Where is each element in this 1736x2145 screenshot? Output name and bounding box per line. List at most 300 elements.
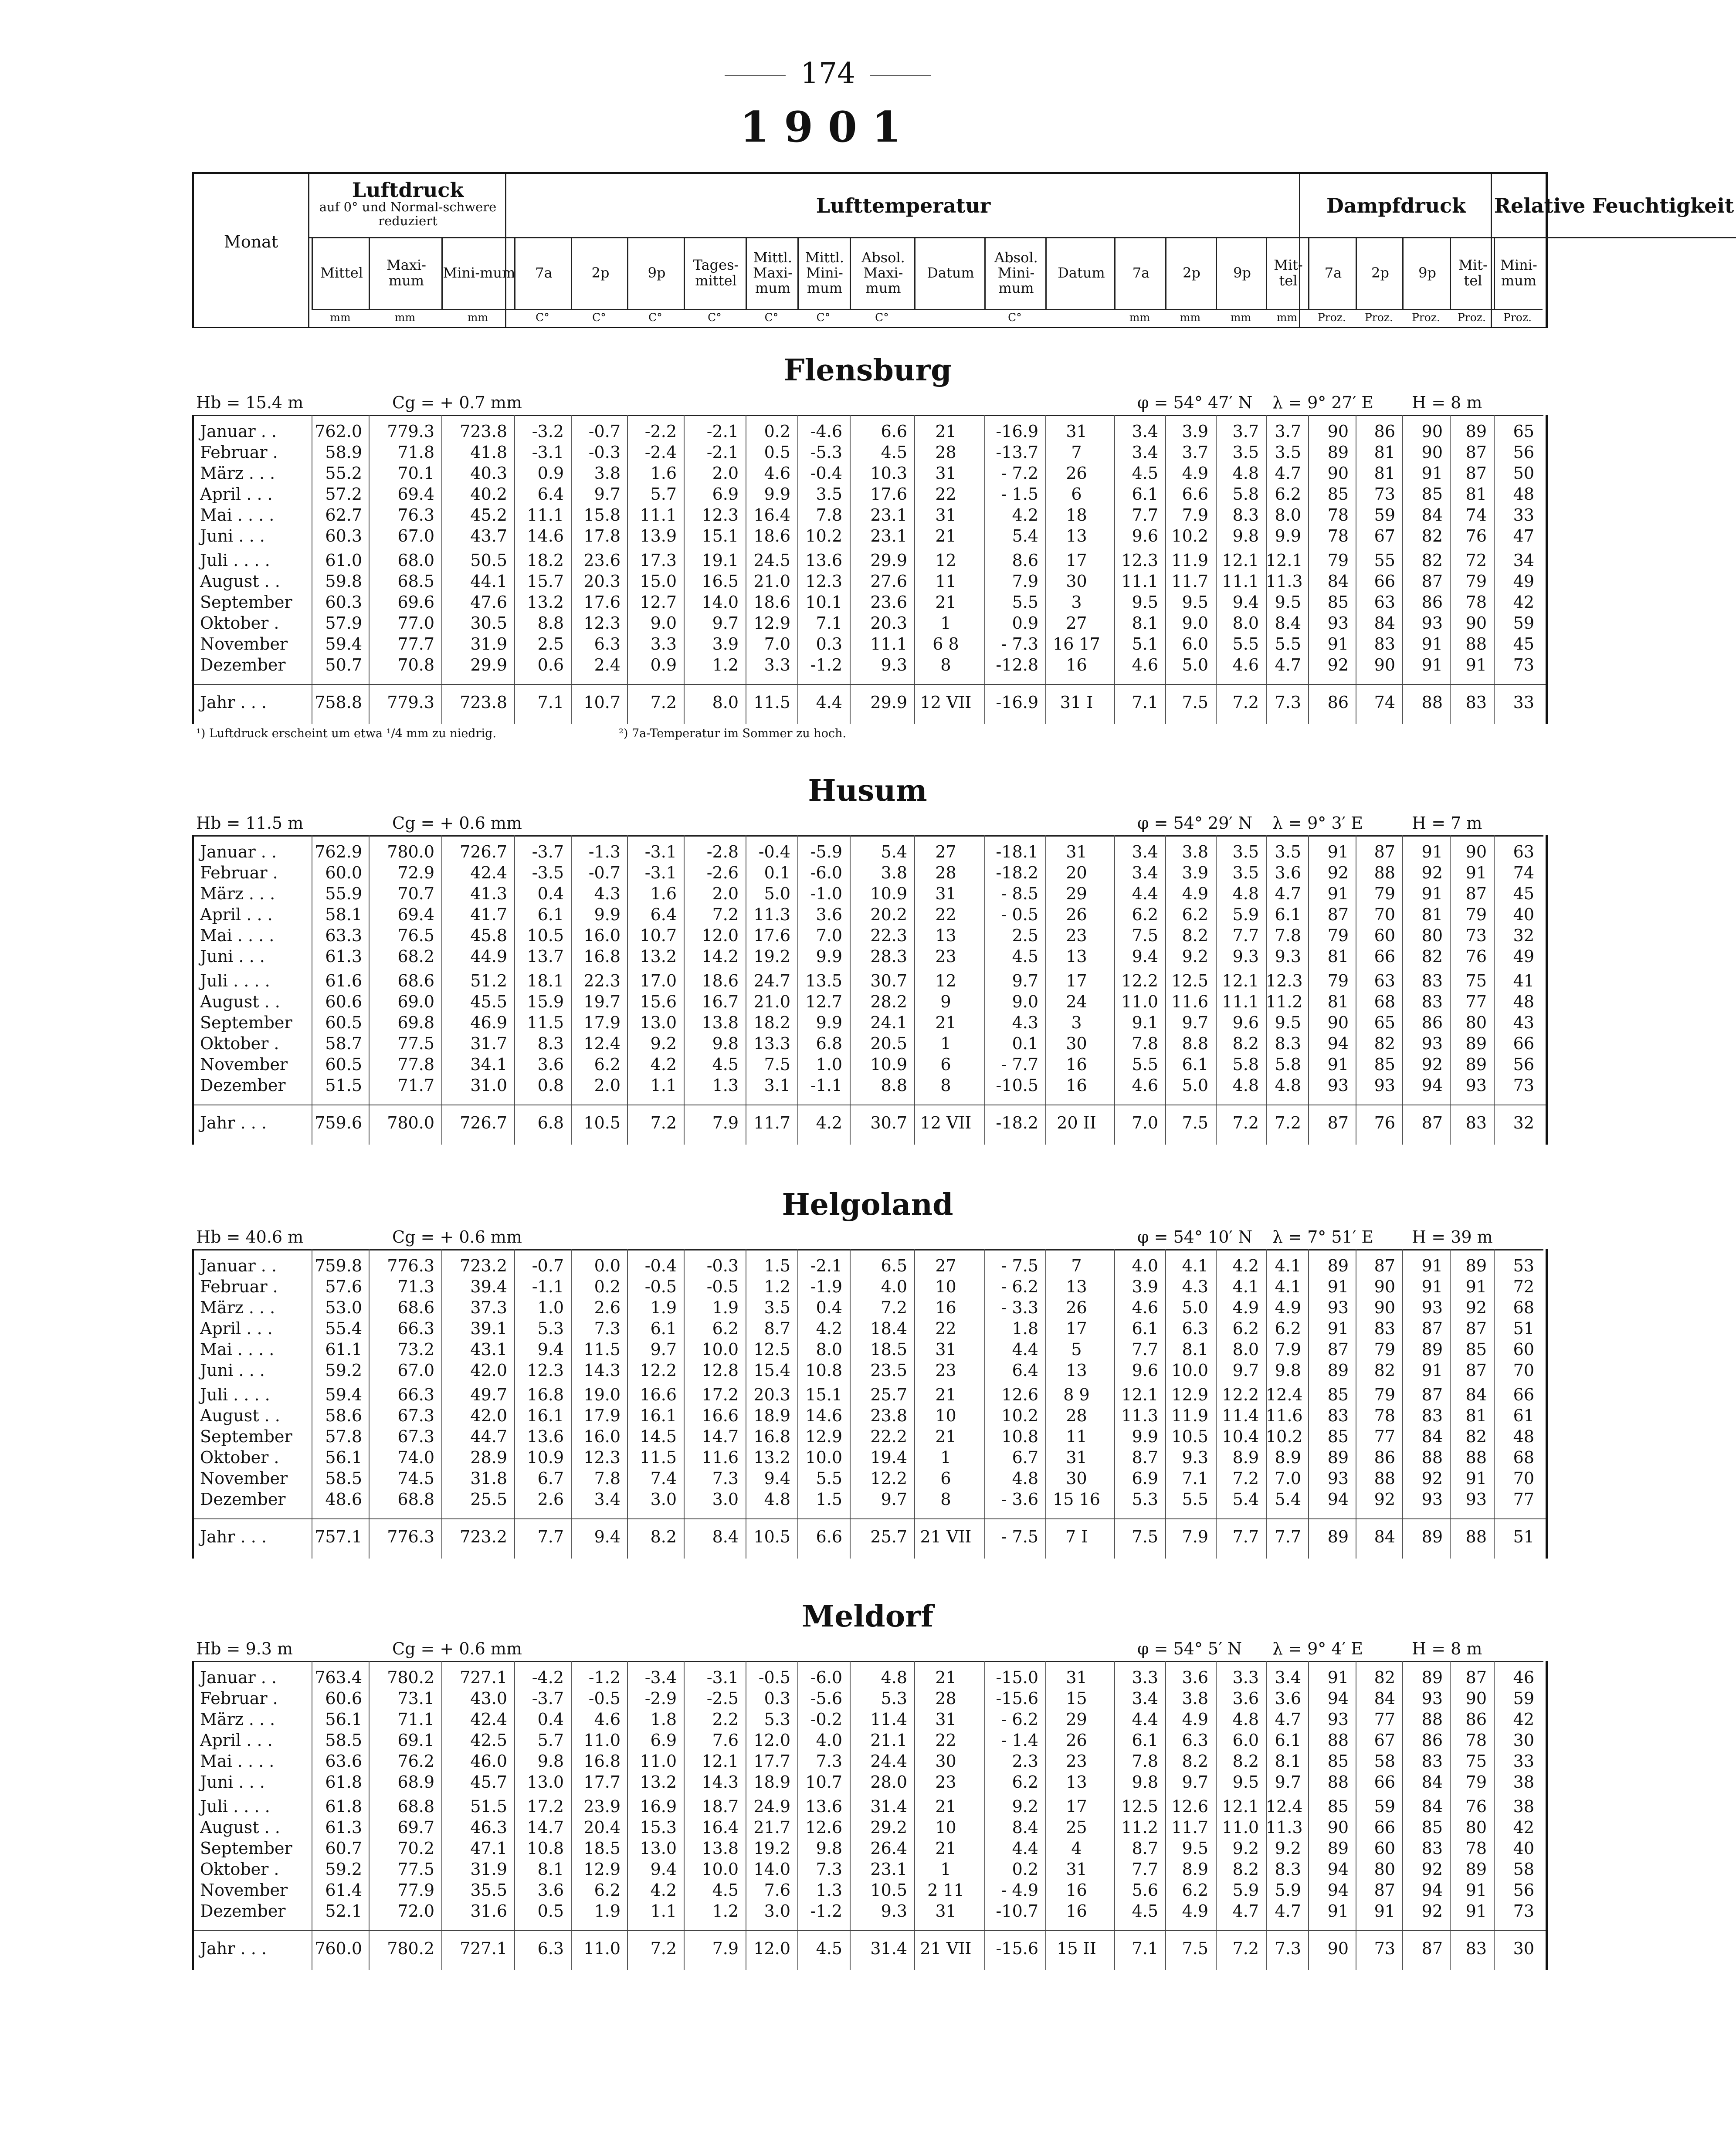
dampfdruck-title: Dampfdruck [1326,194,1466,217]
value-cell: 77.8 [397,1055,434,1074]
value-cell: 6.6 [1182,485,1208,504]
value-cell: - 7.3 [1001,634,1038,654]
luftdruck-title-box [309,174,506,238]
value-cell: 19.7 [583,992,620,1011]
table-row [194,991,1546,1012]
value-cell: 9.8 [1232,526,1259,546]
value-cell: 11.5 [527,1013,564,1032]
value-cell: 16 [1066,1901,1087,1921]
value-cell: 61.8 [325,1772,362,1792]
value-cell: 85 [1327,1752,1349,1771]
value-cell: 4.7 [1275,464,1301,483]
value-cell: -3.7 [532,842,564,861]
value-cell: 87 [1465,464,1487,483]
value-cell: 59 [1513,613,1534,633]
value-cell: 17.6 [583,593,620,612]
value-cell: 6.1 [1275,905,1301,924]
value-cell: 24.5 [753,551,790,570]
value-cell: 11.0 [583,1939,620,1958]
feuchtigkeit-title: Relative Feuchtigkeit [1494,194,1734,217]
value-cell: 67 [1374,1731,1395,1750]
value-cell: 43.7 [470,526,507,546]
value-cell: 762.9 [315,842,362,861]
value-cell: 80 [1421,926,1443,945]
value-cell: 55.4 [325,1319,362,1338]
value-cell: 9.7 [650,1340,677,1359]
value-cell: 61.8 [325,1797,362,1816]
value-cell: - 8.5 [1001,884,1038,903]
value-cell: 21 [935,1839,956,1858]
value-cell: 11.1 [1222,992,1259,1011]
coord-phi: φ = 54° 10′ N [1137,1227,1253,1247]
value-cell: - 3.3 [1001,1298,1038,1317]
value-cell: 5.0 [1182,1298,1208,1317]
value-cell: 46.9 [470,1013,507,1032]
value-cell: 87 [1465,443,1487,462]
value-cell: 77.7 [397,634,434,654]
station-table [192,835,1548,1145]
value-cell: 73 [1374,485,1395,504]
value-cell: 12.4 [583,1034,620,1053]
value-cell: 7.3 [712,1469,739,1488]
value-cell: 4.7 [1275,655,1301,674]
value-cell: 17.0 [640,971,677,990]
month-label: Oktober . [200,613,279,633]
table-row [194,571,1546,592]
value-cell: 17.6 [753,926,790,945]
value-cell: 87 [1421,1113,1443,1132]
station-table [192,1661,1548,1970]
value-cell: 25 [1066,1818,1087,1837]
value-cell: 11 [935,572,956,591]
value-cell: 10.0 [702,1340,739,1359]
value-cell: 9.3 [881,1901,907,1921]
value-cell: 4.3 [594,884,620,903]
value-cell: 88 [1374,863,1395,882]
value-cell: 83 [1374,634,1395,654]
value-cell: 6.2 [1012,1772,1038,1792]
value-cell: 16.9 [640,1797,677,1816]
value-cell: - 7.7 [1001,1055,1038,1074]
value-cell: 93 [1327,1076,1349,1095]
value-cell: 73.1 [397,1689,434,1708]
value-cell: 9.3 [881,655,907,674]
value-cell: 14.7 [702,1427,739,1446]
value-cell: 83 [1421,1752,1443,1771]
value-cell: -10.5 [996,1076,1038,1095]
value-cell: 87 [1374,842,1395,861]
value-cell: 7.2 [1232,1113,1259,1132]
value-cell: 52.1 [325,1901,362,1921]
header-unit-14: mm [1129,311,1150,324]
value-cell: 89 [1465,1055,1487,1074]
value-cell: 11.0 [1222,1818,1259,1837]
value-cell: 7.5 [1182,693,1208,712]
value-cell: 3.6 [1232,1689,1259,1708]
value-cell: 12.7 [640,593,677,612]
value-cell: 12.1 [1121,1385,1158,1404]
table-row [194,1075,1546,1096]
month-label: Jahr . . . [200,1939,267,1958]
value-cell: -10.7 [996,1901,1038,1921]
value-cell: 20.3 [870,613,907,633]
value-cell: 23 [1066,926,1087,945]
value-cell: 83 [1421,971,1443,990]
value-cell: 11.3 [753,905,790,924]
value-cell: 91 [1327,634,1349,654]
month-label: Mai . . . . [200,505,275,525]
value-cell: 83 [1465,1939,1487,1958]
value-cell: 31 [1066,422,1087,441]
value-cell: 42 [1513,593,1534,612]
value-cell: 23.1 [870,1860,907,1879]
value-cell: 30 [1066,1034,1087,1053]
value-cell: 50.7 [325,655,362,674]
value-cell: 79 [1465,572,1487,591]
month-label: Mai . . . . [200,1340,275,1359]
value-cell: 15 [1066,1689,1087,1708]
value-cell: 60.3 [325,593,362,612]
value-cell: 16 17 [1053,634,1100,654]
value-cell: 14.7 [527,1818,564,1837]
value-cell: 10.5 [1171,1427,1208,1446]
value-cell: 51.5 [470,1797,507,1816]
value-cell: 12.0 [753,1939,790,1958]
value-cell: 23 [1066,1752,1087,1771]
value-cell: 60 [1374,926,1395,945]
value-cell: 44.9 [470,947,507,966]
value-cell: 5.5 [1182,1490,1208,1509]
value-cell: 2.6 [594,1298,620,1317]
value-cell: 15 II [1057,1939,1096,1958]
value-cell: -2.5 [706,1689,739,1708]
value-cell: 9.0 [1182,613,1208,633]
value-cell: 85 [1374,1055,1395,1074]
value-cell: 726.7 [460,1113,507,1132]
value-cell: 87 [1327,905,1349,924]
value-cell: 3.4 [1132,443,1158,462]
month-label: März . . . [200,1298,275,1317]
value-cell: 72 [1465,551,1487,570]
value-cell: 43.0 [470,1689,507,1708]
table-row [194,925,1546,946]
value-cell: 7.1 [537,693,564,712]
table-row [194,1297,1546,1318]
value-cell: 5.9 [1275,1881,1301,1900]
value-cell: 88 [1421,1448,1443,1467]
value-cell: 23.1 [870,526,907,546]
value-cell: 34 [1513,551,1534,570]
value-cell: 33 [1513,693,1534,712]
value-cell: -15.6 [996,1939,1038,1958]
value-cell: -18.2 [996,863,1038,882]
value-cell: 20.5 [870,1034,907,1053]
value-cell: 8.0 [1232,1340,1259,1359]
value-cell: 6.1 [1132,485,1158,504]
value-cell: 9.4 [1232,593,1259,612]
value-cell: 0.2 [594,1277,620,1296]
value-cell: 5.0 [764,884,790,903]
table-row [194,1276,1546,1297]
value-cell: 58 [1513,1860,1534,1879]
value-cell: 4.7 [1232,1901,1259,1921]
value-cell: - 6.2 [1001,1710,1038,1729]
value-cell: 7.5 [1132,926,1158,945]
value-cell: 13.3 [753,1034,790,1053]
header-unit-9: C° [816,311,831,324]
value-cell: 1.3 [712,1076,739,1095]
value-cell: 69.1 [397,1731,434,1750]
header-unit-19: Proz. [1365,311,1393,324]
value-cell: 1.3 [816,1881,842,1900]
value-cell: 16.6 [640,1385,677,1404]
value-cell: 93 [1327,1469,1349,1488]
value-cell: 91 [1465,1469,1487,1488]
value-cell: 759.6 [315,1113,362,1132]
coord-lambda: λ = 7° 51′ E [1272,1227,1374,1247]
value-cell: 3.5 [1232,443,1259,462]
value-cell: -0.7 [588,422,620,441]
value-cell: 23 [935,1361,956,1380]
value-cell: 70.2 [397,1839,434,1858]
table-row [194,1447,1546,1468]
value-cell: 7.1 [1132,1939,1158,1958]
value-cell: 29 [1066,1710,1087,1729]
value-cell: 60.6 [325,992,362,1011]
value-cell: 7.3 [816,1752,842,1771]
value-cell: 16.8 [753,1427,790,1446]
value-cell: 83 [1421,992,1443,1011]
value-cell: 41.8 [470,443,507,462]
value-cell: 9.2 [1182,947,1208,966]
value-cell: 17.7 [753,1752,790,1771]
value-cell: 60.0 [325,863,362,882]
value-cell: 62.7 [325,505,362,525]
value-cell: 90 [1421,422,1443,441]
value-cell: 66 [1513,1385,1534,1404]
header-col-12: Absol. Mini-mum [984,237,1047,310]
value-cell: 85 [1465,1340,1487,1359]
value-cell: 32 [1513,926,1534,945]
value-cell: 3.4 [1132,842,1158,861]
value-cell: 4.9 [1232,1298,1259,1317]
value-cell: 12 VII [920,693,972,712]
month-label: November [200,1469,288,1488]
value-cell: 6.4 [650,905,677,924]
value-cell: 91 [1465,1901,1487,1921]
value-cell: 5.5 [1232,634,1259,654]
value-cell: 6.3 [594,634,620,654]
table-row [194,970,1546,991]
header-col-17: Mit-tel [1266,237,1309,310]
value-cell: 7 [1071,1256,1082,1275]
value-cell: 8.2 [1182,926,1208,945]
value-cell: 3.0 [712,1490,739,1509]
value-cell: 68.9 [397,1772,434,1792]
value-cell: 33 [1513,505,1534,525]
month-label: Juni . . . [200,947,265,966]
month-label: August . . [200,1818,280,1837]
value-cell: -2.1 [706,443,739,462]
value-cell: 7.0 [1275,1469,1301,1488]
value-cell: 8 [940,1490,951,1509]
value-cell: 83 [1421,1839,1443,1858]
value-cell: 41 [1513,971,1534,990]
value-cell: 16 [1066,1881,1087,1900]
value-cell: 0.3 [816,634,842,654]
value-cell: 3.6 [537,1881,564,1900]
table-row [194,1709,1546,1730]
value-cell: 14.0 [753,1860,790,1879]
value-cell: 55 [1374,551,1395,570]
value-cell: 68.2 [397,947,434,966]
value-cell: 65 [1374,1013,1395,1032]
table-row [194,1405,1546,1426]
value-cell: 93 [1421,1034,1443,1053]
header-unit-17: mm [1276,311,1298,324]
month-label: Juni . . . [200,1772,265,1792]
value-cell: 26.4 [870,1839,907,1858]
value-cell: 6.9 [650,1731,677,1750]
header-col-14: 7a [1114,237,1166,310]
value-cell: 18.9 [753,1406,790,1425]
value-cell: 13 [935,926,956,945]
value-cell: 28.9 [470,1448,507,1467]
value-cell: 51.5 [325,1076,362,1095]
value-cell: 10.5 [527,926,564,945]
value-cell: 88 [1465,1448,1487,1467]
value-cell: 12.9 [1171,1385,1208,1404]
value-cell: 66.3 [397,1385,434,1404]
value-cell: 32 [1513,1113,1534,1132]
value-cell: 21.0 [753,572,790,591]
table-row [194,1880,1546,1901]
value-cell: 14.3 [583,1361,620,1380]
value-cell: 11.1 [1121,572,1158,591]
value-cell: 26 [1066,905,1087,924]
value-cell: 3.1 [764,1076,790,1095]
value-cell: 8.4 [1012,1818,1038,1837]
value-cell: 6.8 [816,1034,842,1053]
value-cell: 15 16 [1053,1490,1100,1509]
value-cell: 30.5 [470,613,507,633]
month-label: August . . [200,1406,280,1425]
value-cell: 1.0 [537,1298,564,1317]
value-cell: -0.5 [758,1668,790,1687]
value-cell: 66 [1374,1772,1395,1792]
value-cell: 84 [1421,505,1443,525]
value-cell: 77.5 [397,1034,434,1053]
value-cell: 30.7 [870,971,907,990]
value-cell: 58.6 [325,1406,362,1425]
table-row [194,1688,1546,1709]
value-cell: 7.2 [1232,1469,1259,1488]
value-cell: 70 [1513,1469,1534,1488]
value-cell: 4.1 [1275,1256,1301,1275]
header-col-15: 2p [1165,237,1217,310]
value-cell: 0.4 [816,1298,842,1317]
value-cell: 5.8 [1232,1055,1259,1074]
value-cell: 21 [935,422,956,441]
station-husum [192,773,1543,1187]
value-cell: 3.5 [1232,863,1259,882]
value-cell: 759.8 [315,1256,362,1275]
value-cell: 70.8 [397,655,434,674]
value-cell: 9.4 [594,1527,620,1546]
value-cell: 63 [1374,593,1395,612]
value-cell: 9.7 [1232,1361,1259,1380]
jahr-divider [194,1518,1546,1519]
value-cell: 18.2 [753,1013,790,1032]
value-cell: 53.0 [325,1298,362,1317]
value-cell: 31.4 [870,1797,907,1816]
value-cell: 12.1 [702,1752,739,1771]
value-cell: 13.5 [805,971,842,990]
value-cell: 15.3 [640,1818,677,1837]
value-cell: 4.0 [816,1731,842,1750]
value-cell: -2.1 [706,422,739,441]
header-col-2: Maxi-mum [369,237,443,310]
value-cell: 6 [1071,485,1082,504]
coord-hb: Hb = 40.6 m [196,1227,304,1247]
value-cell: 4.8 [1275,1076,1301,1095]
coord-cg: Cg = + 0.6 mm [392,813,522,833]
value-cell: 12.9 [805,1427,842,1446]
value-cell: 7.1 [816,613,842,633]
page-number-line [0,57,1656,90]
value-cell: 94 [1327,1881,1349,1900]
value-cell: 35.5 [470,1881,507,1900]
value-cell: 90 [1327,422,1349,441]
value-cell: 10.9 [870,884,907,903]
value-cell: 24.4 [870,1752,907,1771]
value-cell: 59.4 [325,1385,362,1404]
value-cell: 0.9 [537,464,564,483]
value-cell: 86 [1465,1710,1487,1729]
value-cell: 18.5 [583,1839,620,1858]
value-cell: -5.3 [810,443,842,462]
value-cell: 1.1 [650,1076,677,1095]
header-col-20: 9p [1402,237,1451,310]
value-cell: 0.5 [764,443,790,462]
value-cell: 60 [1513,1340,1534,1359]
table-row [194,463,1546,484]
value-cell: 14.3 [702,1772,739,1792]
value-cell: 1.5 [816,1490,842,1509]
value-cell: 50.5 [470,551,507,570]
value-cell: 58.9 [325,443,362,462]
value-cell: 61.3 [325,1818,362,1837]
value-cell: 61.0 [325,551,362,570]
value-cell: 81 [1465,485,1487,504]
value-cell: 4.6 [1132,1076,1158,1095]
month-label: September [200,593,292,612]
value-cell: 88 [1421,693,1443,712]
value-cell: -16.9 [996,693,1038,712]
value-cell: 93 [1374,1076,1395,1095]
table-row [194,1730,1546,1751]
value-cell: 68.6 [397,971,434,990]
value-cell: 12.3 [1121,551,1158,570]
value-cell: 8.2 [1232,1752,1259,1771]
header-unit-16: mm [1230,311,1251,324]
value-cell: 12.3 [805,572,842,591]
value-cell: 66 [1374,1818,1395,1837]
value-cell: 42.4 [470,1710,507,1729]
value-cell: 7.2 [1275,1113,1301,1132]
value-cell: 9.4 [1132,947,1158,966]
month-label: November [200,634,288,654]
